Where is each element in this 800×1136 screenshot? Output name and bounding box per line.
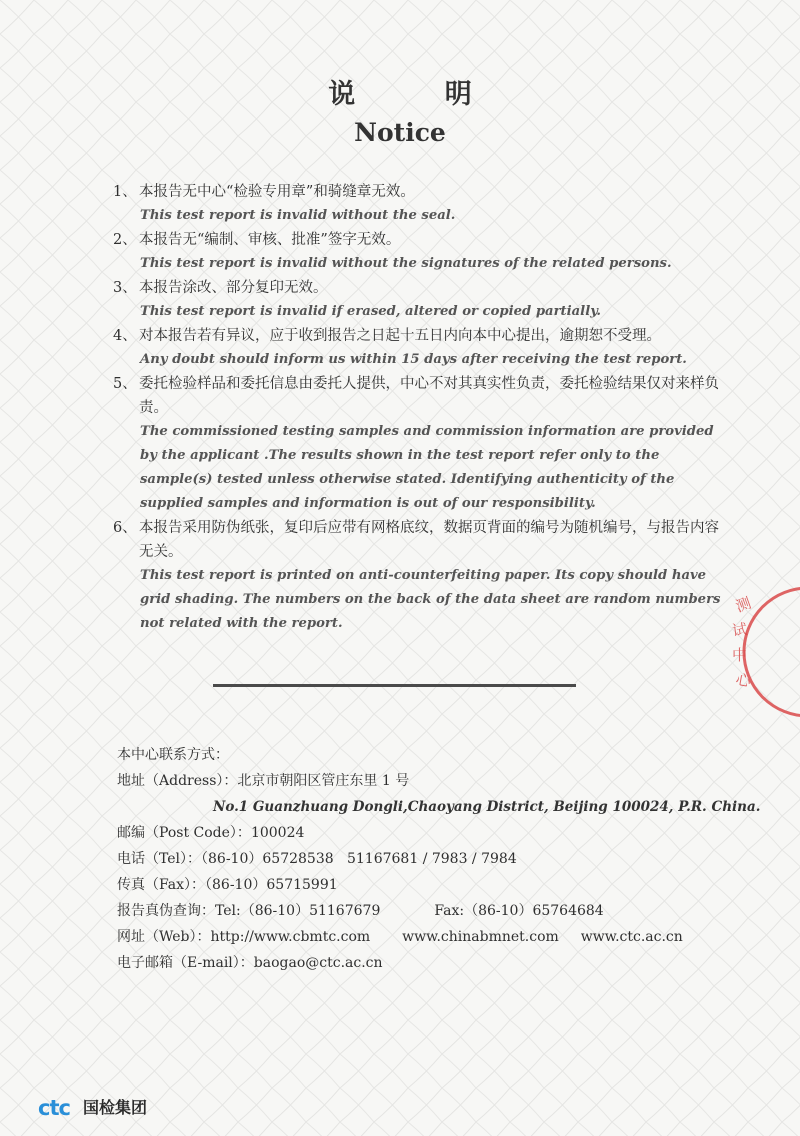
web-label: 网址（Web）： xyxy=(117,929,211,945)
title-chinese: 说 明 xyxy=(328,79,512,110)
verify-row xyxy=(117,898,737,924)
svg-text:心: 心 xyxy=(734,670,753,691)
postcode-value: 100024 xyxy=(250,825,305,841)
tel-value: （86-10）65728538 51167681 / 7983 / 7984 xyxy=(201,851,517,867)
notice-number: 2、 xyxy=(113,232,137,248)
web-link-2[interactable]: www.chinabmnet.com xyxy=(402,929,559,945)
notice-number: 6、 xyxy=(113,520,137,536)
email-link[interactable]: baogao@ctc.ac.cn xyxy=(253,955,383,971)
notice-item-5 xyxy=(113,372,723,516)
logo-text: 国检集团 xyxy=(83,1098,148,1117)
notice-item-1 xyxy=(113,180,723,228)
address-en: No.1 Guanzhuang Dongli,Chaoyang District, Beijing 100024, P.R. China. xyxy=(213,799,761,815)
fax-label: 传真（Fax）： xyxy=(117,877,206,893)
notice-text-cn: 本报告采用防伪纸张，复印后应带有网格底纹，数据页背面的编号为随机编号，与报告内容无关。 xyxy=(139,520,719,560)
notice-text-en: Any doubt should inform us within 15 days after receiving the test report. xyxy=(140,352,687,367)
notice-text-en: This test report is invalid without the signatures of the related persons. xyxy=(140,256,672,271)
notice-number: 5、 xyxy=(113,376,137,392)
address-label: 地址（Address）： xyxy=(117,773,238,789)
notice-list xyxy=(113,180,723,636)
logo-mark: ctc xyxy=(38,1096,70,1120)
notice-text-cn: 本报告涂改、部分复印无效。 xyxy=(139,280,328,296)
notice-text-en: This test report is invalid without the seal. xyxy=(140,208,456,223)
tel-label: 电话（Tel）： xyxy=(117,851,202,867)
verify-fax: Fax:（86-10）65764684 xyxy=(434,903,604,919)
verify-label: 报告真伪查询： xyxy=(117,903,215,919)
notice-text-cn: 对本报告若有异议，应于收到报告之日起十五日内向本中心提出，逾期恕不受理。 xyxy=(139,328,661,344)
notice-text-cn: 本报告无中心“检验专用章”和骑缝章无效。 xyxy=(139,184,415,200)
web-link-3[interactable]: www.ctc.ac.cn xyxy=(580,929,683,945)
address-row xyxy=(117,768,737,794)
notice-text-cn: 委托检验样品和委托信息由委托人提供，中心不对其真实性负责，委托检验结果仅对来样负责。 xyxy=(139,376,719,416)
verify-tel: Tel:（86-10）51167679 xyxy=(215,903,381,919)
contact-heading: 本中心联系方式： xyxy=(117,747,229,763)
notice-item-3 xyxy=(113,276,723,324)
email-label: 电子邮箱（E-mail）： xyxy=(117,955,254,971)
red-seal-stamp xyxy=(712,582,800,722)
svg-text:测: 测 xyxy=(733,593,754,616)
svg-text:试: 试 xyxy=(731,620,749,640)
notice-text-cn: 本报告无“编制、审核、批准”签字无效。 xyxy=(139,232,401,248)
fax-row xyxy=(117,872,737,898)
notice-number: 3、 xyxy=(113,280,137,296)
email-row xyxy=(117,950,737,976)
web-row xyxy=(117,924,737,950)
notice-item-2 xyxy=(113,228,723,276)
section-divider xyxy=(213,684,576,687)
contact-section xyxy=(117,742,761,976)
fax-value: （86-10）65715991 xyxy=(205,877,338,893)
svg-text:中: 中 xyxy=(732,646,748,664)
address-cn: 北京市朝阳区管庄东里 1 号 xyxy=(237,773,410,789)
notice-number: 1、 xyxy=(113,184,137,200)
tel-row xyxy=(117,846,737,872)
postcode-row xyxy=(117,820,737,846)
notice-text-en: This test report is printed on anti-counterfeiting paper. Its copy should have grid shading. The numbers on the back of the data sheet are random numbers not related with the report. xyxy=(140,568,721,631)
notice-text-en: This test report is invalid if erased, altered or copied partially. xyxy=(140,304,601,319)
web-link-1[interactable]: http://www.cbmtc.com xyxy=(210,929,371,945)
notice-number: 4、 xyxy=(113,328,137,344)
postcode-label: 邮编（Post Code）： xyxy=(117,825,251,841)
title-english: Notice xyxy=(354,118,446,147)
notice-item-4 xyxy=(113,324,723,372)
notice-item-6 xyxy=(113,516,723,636)
notice-text-en: The commissioned testing samples and commission information are provided by the applicant .The results shown in the test report refer only to the sample(s) tested unless otherwise stated. Identifying authenticity of the supplied samples and information is out of our responsibility. xyxy=(140,424,714,511)
